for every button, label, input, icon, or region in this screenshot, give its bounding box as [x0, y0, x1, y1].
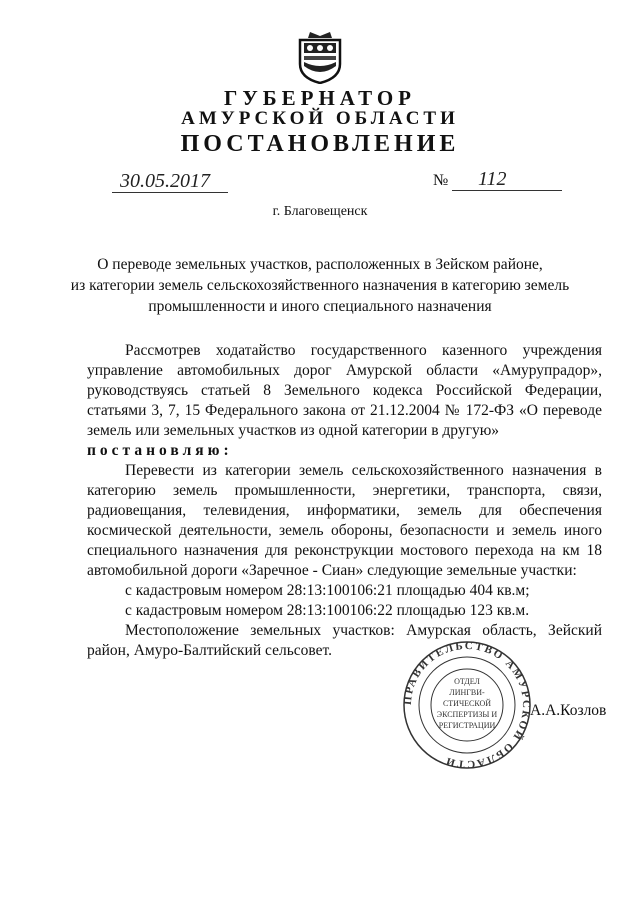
document-body: [87, 341, 602, 661]
stamp-line-4: ЭКСПЕРТИЗЫ И: [436, 710, 498, 719]
issuer-line-2: АМУРСКОЙ ОБЛАСТИ: [181, 108, 459, 129]
document-date: 30.05.2017: [112, 170, 228, 193]
issuer-line-1: ГУБЕРНАТОР: [223, 86, 417, 110]
preamble-paragraph: Рассмотрев ходатайство государственного казенного учреждения управление автомобильных дорог Амурской области «Амурупрадор», руководствуясь статьей 8 Земельного кодекса Российской Федерации, статьями 3, 7, 15 Федерального закона от 21.12.2004 № 172-ФЗ «О переводе земель или земельных участков из одной категории в другую»: [87, 342, 602, 439]
registration-stamp: [402, 640, 532, 770]
stamp-line-1: ОТДЕЛ: [454, 677, 480, 686]
stamp-line-5: РЕГИСТРАЦИИ: [438, 721, 496, 730]
title-line-3: промышленности и иного специального назначения: [148, 298, 492, 315]
stamp-line-3: СТИЧЕСКОЙ: [442, 699, 492, 708]
document-number: 112: [452, 168, 562, 191]
number-label: №: [433, 172, 449, 189]
paragraph-transfer: Перевести из категории земель сельскохозяйственного назначения в категорию земель промышленности, энергетики, транспорта, связи, радиовещания, телевидения, информатики, земель для обеспечения космической деятельности, земель обороны, безопасности и земель иного специального назначения для реконструкции мостового перехода на км 18 автомобильной дороги «Заречное - Сиан» следующие земельные участки:: [87, 462, 602, 579]
plot-item-2: с кадастровым номером 28:13:100106:22 площадью 123 кв.м.: [125, 602, 530, 619]
plot-item-1: с кадастровым номером 28:13:100106:21 площадью 404 кв.м;: [125, 582, 530, 599]
title-line-2: из категории земель сельскохозяйственного назначения в категорию земель: [70, 277, 570, 294]
resolve-word: постановляю:: [87, 442, 233, 459]
stamp-outer-text: ПРАВИТЕЛЬСТВО АМУРСКОЙ ОБЛАСТИ: [402, 640, 532, 770]
coat-of-arms-icon: [296, 30, 344, 84]
stamp-line-2: ЛИНГВИ-: [449, 688, 485, 697]
city: г. Благовещенск: [272, 204, 368, 219]
title-line-1: О переводе земельных участков, расположенных в Зейском районе,: [97, 256, 543, 273]
signer-name: А.А.Козлов: [530, 702, 607, 719]
document-title: [60, 254, 580, 317]
document-type: ПОСТАНОВЛЕНИЕ: [180, 131, 460, 157]
location-paragraph: Местоположение земельных участков: Амурская область, Зейский район, Амуро-Балтийский сельсовет.: [87, 622, 602, 659]
